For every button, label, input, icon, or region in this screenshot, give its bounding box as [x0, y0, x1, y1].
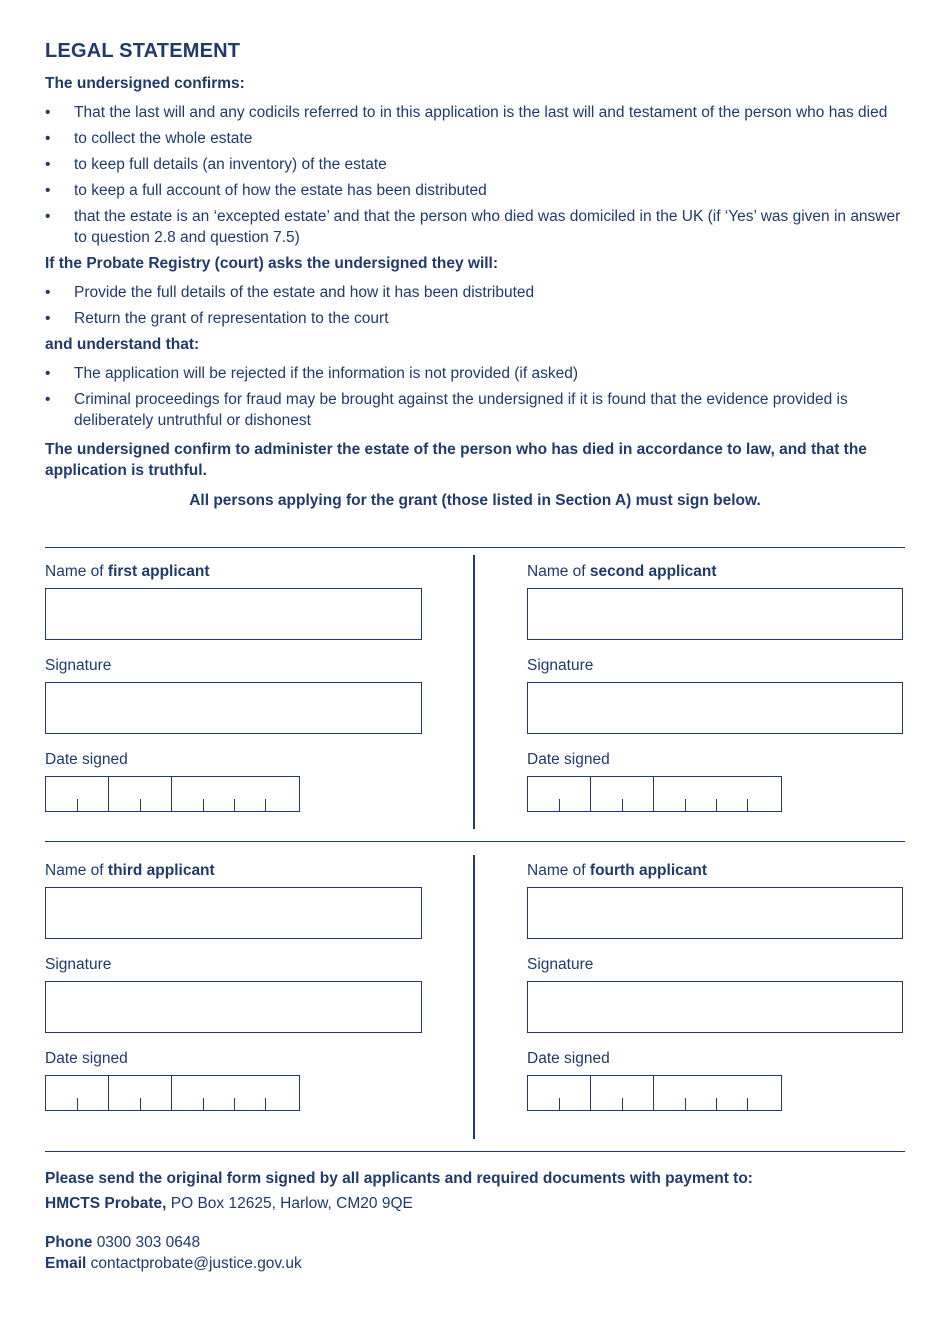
bullet-icon: •: [45, 208, 51, 225]
bullet-icon: •: [45, 182, 51, 199]
list-item: • Provide the full details of the estate and how it has been distributed: [45, 284, 535, 301]
bullet-icon: •: [45, 130, 51, 147]
first-applicant-signature-field[interactable]: [45, 682, 422, 734]
signature-label: Signature: [527, 956, 594, 973]
divider-vertical-1: [473, 555, 475, 829]
divider-bottom: [45, 1151, 905, 1152]
second-applicant-signature-field[interactable]: [527, 682, 903, 734]
fourth-applicant-name-field[interactable]: [527, 887, 903, 939]
confirms-heading: The undersigned confirms:: [45, 75, 245, 92]
list-item: • to keep full details (an inventory) of the estate: [45, 156, 387, 173]
send-instructions: Please send the original form signed by all applicants and required documents with payment to:: [45, 1170, 753, 1187]
registry-list: [45, 282, 905, 329]
bullet-icon: •: [45, 284, 51, 301]
first-applicant-block: [45, 561, 422, 812]
sign-note: All persons applying for the grant (those listed in Section A) must sign below.: [189, 492, 761, 509]
date-label: Date signed: [527, 1050, 610, 1067]
understand-heading: and understand that:: [45, 336, 200, 353]
second-applicant-label: Name of second applicant: [527, 563, 717, 580]
divider-middle: [45, 841, 905, 842]
fourth-applicant-signature-field[interactable]: [527, 981, 903, 1033]
confirms-list: [45, 102, 905, 248]
legal-statement-section: [45, 40, 905, 511]
phone-line: Phone 0300 303 0648: [45, 1234, 201, 1251]
first-applicant-label: Name of first applicant: [45, 563, 210, 580]
email-line: Email contactprobate@justice.gov.uk: [45, 1255, 302, 1272]
list-item: • to keep a full account of how the estate has been distributed: [45, 182, 487, 199]
list-item: • Criminal proceedings for fraud may be brought against the undersigned if it is found that the evidence provided is deliberately untruthful or dishonest: [45, 391, 848, 429]
list-item: • Return the grant of representation to the court: [45, 310, 389, 327]
date-label: Date signed: [45, 751, 128, 768]
confirm-statement: The undersigned confirm to administer the estate of the person who has died in accordance to law, and that the application is truthful.: [45, 441, 867, 479]
fourth-applicant-label: Name of fourth applicant: [527, 862, 708, 879]
third-applicant-label: Name of third applicant: [45, 862, 215, 879]
third-applicant-name-field[interactable]: [45, 887, 422, 939]
email-link[interactable]: contactprobate@justice.gov.uk: [90, 1255, 302, 1272]
understand-list: [45, 363, 905, 431]
date-label: Date signed: [45, 1050, 128, 1067]
fourth-applicant-date-field[interactable]: [527, 1075, 782, 1111]
third-applicant-signature-field[interactable]: [45, 981, 422, 1033]
second-applicant-date-field[interactable]: [527, 776, 782, 812]
bullet-icon: •: [45, 365, 51, 382]
bullet-icon: •: [45, 156, 51, 173]
page-title: LEGAL STATEMENT: [45, 40, 241, 62]
divider-vertical-2: [473, 855, 475, 1139]
bullet-icon: •: [45, 104, 51, 121]
third-applicant-date-field[interactable]: [45, 1075, 300, 1111]
signature-label: Signature: [45, 956, 112, 973]
second-applicant-block: [527, 561, 903, 812]
date-label: Date signed: [527, 751, 610, 768]
list-item: • to collect the whole estate: [45, 130, 253, 147]
postal-address: HMCTS Probate, PO Box 12625, Harlow, CM20 9QE: [45, 1195, 413, 1212]
third-applicant-block: [45, 860, 422, 1111]
fourth-applicant-block: [527, 860, 903, 1111]
list-item: • that the estate is an ‘excepted estate’ and that the person who died was domiciled in the UK (if ‘Yes’ was given in answer to question 2.8 and question 7.5): [45, 208, 901, 246]
divider-top: [45, 547, 905, 548]
bullet-icon: •: [45, 310, 51, 327]
list-item: • The application will be rejected if the information is not provided (if asked): [45, 365, 579, 382]
second-applicant-name-field[interactable]: [527, 588, 903, 640]
signature-label: Signature: [45, 657, 112, 674]
list-item: • That the last will and any codicils referred to in this application is the last will and testament of the person who has died: [45, 104, 888, 121]
signature-label: Signature: [527, 657, 594, 674]
bullet-icon: •: [45, 391, 51, 408]
registry-heading: If the Probate Registry (court) asks the undersigned they will:: [45, 255, 499, 272]
footer-contact: [45, 1168, 905, 1278]
first-applicant-name-field[interactable]: [45, 588, 422, 640]
first-applicant-date-field[interactable]: [45, 776, 300, 812]
